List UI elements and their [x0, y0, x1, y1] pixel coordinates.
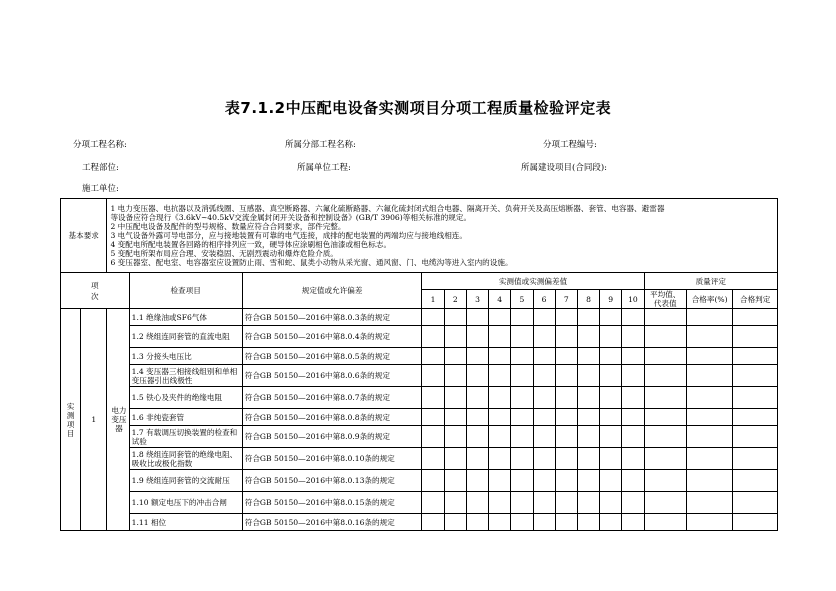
table-row [61, 409, 778, 426]
measured-value-cell[interactable] [422, 426, 444, 448]
measured-value-cell[interactable] [444, 309, 466, 326]
measured-value-cell[interactable] [600, 492, 622, 514]
table-row [61, 326, 778, 348]
check-item-cell: 1.1 绝缘油或SF6气体 [129, 309, 242, 326]
measured-value-cell[interactable] [600, 426, 622, 448]
measured-value-cell[interactable] [600, 514, 622, 531]
measured-header: 实测值或实测偏差值 [422, 273, 644, 290]
measured-value-cell[interactable] [489, 309, 511, 326]
measured-value-cell[interactable] [622, 492, 644, 514]
measured-value-cell[interactable] [466, 409, 488, 426]
measured-value-cell[interactable] [555, 514, 577, 531]
measured-value-cell[interactable] [489, 348, 511, 365]
measured-value-cell[interactable] [555, 348, 577, 365]
measured-value-cell[interactable] [622, 426, 644, 448]
measured-value-cell[interactable] [466, 492, 488, 514]
measured-value-cell[interactable] [533, 409, 555, 426]
measured-col-header: 9 [600, 290, 622, 309]
measured-value-cell[interactable] [422, 448, 444, 470]
spec-cell: 符合GB 50150—2016中第8.0.5条的规定 [242, 348, 422, 365]
spec-cell: 符合GB 50150—2016中第8.0.8条的规定 [242, 409, 422, 426]
measured-value-cell[interactable] [444, 387, 466, 409]
item-no-header [61, 273, 130, 309]
measured-value-cell[interactable] [489, 409, 511, 426]
spec-cell: 符合GB 50150—2016中第8.0.4条的规定 [242, 326, 422, 348]
pass-rate-cell[interactable] [686, 514, 732, 531]
pass-rate-cell[interactable] [686, 492, 732, 514]
measured-col-header: 8 [577, 290, 599, 309]
check-item-cell: 1.6 非纯瓷套管 [129, 409, 242, 426]
requirement-line: 4 变配电所配电装置各回路的相序排列应一致，硬导体应涂刷相色油漆或相色标志。 [110, 240, 392, 249]
measured-value-cell[interactable] [622, 387, 644, 409]
measured-value-cell[interactable] [466, 514, 488, 531]
requirement-line: 6 变压器室、配电室、电容器室应设置防止雨、雪和蛇、鼠类小动物从采光窗、通风窗、门、电缆沟等进入室内的设施。 [110, 258, 513, 267]
measured-value-cell[interactable] [489, 492, 511, 514]
check-item-cell: 1.2 绕组连同套管的直流电阻 [129, 326, 242, 348]
measured-value-cell[interactable] [577, 409, 599, 426]
measured-value-cell[interactable] [577, 387, 599, 409]
avg-value-cell[interactable] [644, 326, 686, 348]
measured-value-cell[interactable] [489, 426, 511, 448]
spec-cell: 符合GB 50150—2016中第8.0.7条的规定 [242, 387, 422, 409]
avg-value-cell[interactable] [644, 365, 686, 387]
measured-value-cell[interactable] [511, 514, 533, 531]
measured-value-cell[interactable] [577, 470, 599, 492]
measured-value-cell[interactable] [577, 426, 599, 448]
requirement-line: 等设备应符合现行《3.6kV~40.5kV交流金属封闭开关设备和控制设备》(GB/T 3906)等相关标准的规定。 [110, 213, 472, 222]
pass-rate-cell[interactable] [686, 470, 732, 492]
data-rows [61, 309, 778, 531]
unit-project-label: 所属单位工程: [297, 163, 351, 173]
measured-value-cell[interactable] [555, 326, 577, 348]
division-project-name-label: 所属分部工程名称: [285, 140, 356, 150]
measured-value-cell[interactable] [466, 365, 488, 387]
measured-value-cell[interactable] [489, 326, 511, 348]
measured-value-cell[interactable] [622, 409, 644, 426]
measured-col-header: 2 [444, 290, 466, 309]
avg-value-cell[interactable] [644, 387, 686, 409]
measured-value-cell[interactable] [577, 365, 599, 387]
measured-value-cell[interactable] [511, 448, 533, 470]
measured-value-cell[interactable] [622, 470, 644, 492]
avg-value-cell[interactable] [644, 309, 686, 326]
measured-value-cell[interactable] [577, 514, 599, 531]
measured-value-cell[interactable] [622, 348, 644, 365]
measured-value-cell[interactable] [600, 348, 622, 365]
judgement-cell[interactable] [733, 365, 778, 387]
measured-value-cell[interactable] [533, 309, 555, 326]
measured-value-cell[interactable] [555, 409, 577, 426]
measured-value-cell[interactable] [511, 348, 533, 365]
spec-cell: 符合GB 50150—2016中第8.0.9条的规定 [242, 426, 422, 448]
measured-value-cell[interactable] [555, 470, 577, 492]
table-row [61, 426, 778, 448]
measured-value-cell[interactable] [511, 426, 533, 448]
project-part-label: 工程部位: [82, 163, 119, 173]
item-no-header-text: 项次 [91, 280, 99, 301]
judgement-cell[interactable] [733, 514, 778, 531]
measured-value-cell[interactable] [489, 387, 511, 409]
check-item-cell: 1.9 绕组连同套管的交流耐压 [129, 470, 242, 492]
judgement-cell[interactable] [733, 387, 778, 409]
measured-col-header: 4 [489, 290, 511, 309]
measured-value-cell[interactable] [555, 426, 577, 448]
measured-value-cell[interactable] [444, 470, 466, 492]
measured-col-header: 5 [511, 290, 533, 309]
section-label [61, 309, 81, 531]
measured-col-header: 6 [533, 290, 555, 309]
measured-value-cell[interactable] [489, 365, 511, 387]
avg-value-cell[interactable] [644, 348, 686, 365]
requirement-line: 2 中压配电设备及配件的型号规格、数量应符合合同要求，部件完整。 [110, 222, 346, 231]
requirement-line: 3 电气设备外露可导电部分，应与接地装置有可靠的电气连接，成排的配电装置的两端均应与接地线相连。 [110, 231, 467, 240]
measured-value-cell[interactable] [600, 365, 622, 387]
measured-value-cell[interactable] [600, 387, 622, 409]
measured-value-cell[interactable] [533, 326, 555, 348]
measured-value-cell[interactable] [422, 514, 444, 531]
table-row [61, 309, 778, 326]
measured-value-cell[interactable] [511, 309, 533, 326]
measured-value-cell[interactable] [422, 387, 444, 409]
measured-value-cell[interactable] [489, 470, 511, 492]
pass-rate-cell[interactable] [686, 409, 732, 426]
measured-value-cell[interactable] [533, 426, 555, 448]
check-item-cell: 1.7 有载调压切换装置的检查和试验 [129, 426, 242, 448]
measured-value-cell[interactable] [489, 514, 511, 531]
judgement-cell[interactable] [733, 309, 778, 326]
check-item-cell: 1.5 铁心及夹件的绝缘电阻 [129, 387, 242, 409]
judgement-cell[interactable] [733, 470, 778, 492]
construction-unit-label: 施工单位: [82, 184, 119, 194]
measured-col-header: 7 [555, 290, 577, 309]
measured-value-cell[interactable] [577, 492, 599, 514]
subdivision-project-name-label: 分项工程名称: [73, 140, 127, 150]
measured-value-cell[interactable] [533, 470, 555, 492]
judgement-cell[interactable] [733, 348, 778, 365]
measured-value-cell[interactable] [511, 365, 533, 387]
spec-cell: 符合GB 50150—2016中第8.0.10条的规定 [242, 448, 422, 470]
spec-cell: 符合GB 50150—2016中第8.0.16条的规定 [242, 514, 422, 531]
table-row [61, 448, 778, 470]
check-item-cell: 1.10 额定电压下的冲击合闸 [129, 492, 242, 514]
measured-value-cell[interactable] [444, 448, 466, 470]
measured-value-cell[interactable] [489, 448, 511, 470]
measured-value-cell[interactable] [533, 348, 555, 365]
measured-value-cell[interactable] [555, 309, 577, 326]
measured-value-cell[interactable] [444, 409, 466, 426]
measured-value-cell[interactable] [466, 348, 488, 365]
measured-value-cell[interactable] [422, 409, 444, 426]
basic-requirements-label: 基本要求 [61, 199, 107, 273]
measured-value-cell[interactable] [555, 492, 577, 514]
avg-value-cell[interactable] [644, 448, 686, 470]
requirement-line: 5 变配电所架布局应合理、安装稳固、无剧烈震动和爆炸危险介质。 [110, 249, 338, 258]
measured-value-cell[interactable] [622, 448, 644, 470]
measured-value-cell[interactable] [466, 309, 488, 326]
measured-value-cell[interactable] [555, 365, 577, 387]
measured-col-header: 3 [466, 290, 488, 309]
measured-value-cell[interactable] [466, 326, 488, 348]
measured-value-cell[interactable] [422, 326, 444, 348]
basic-requirements-text [107, 199, 778, 273]
measured-value-cell[interactable] [555, 448, 577, 470]
measured-value-cell[interactable] [444, 326, 466, 348]
quality-inspection-table [60, 198, 778, 531]
measured-value-cell[interactable] [600, 326, 622, 348]
measured-value-cell[interactable] [466, 448, 488, 470]
pass-rate-header: 合格率(%) [686, 290, 732, 309]
measured-value-cell[interactable] [533, 448, 555, 470]
measured-value-cell[interactable] [600, 309, 622, 326]
measured-value-cell[interactable] [511, 387, 533, 409]
measured-value-cell[interactable] [577, 309, 599, 326]
measured-value-cell[interactable] [466, 387, 488, 409]
spec-header: 规定值或允许偏差 [242, 273, 422, 309]
measured-value-cell[interactable] [555, 387, 577, 409]
measured-value-cell[interactable] [622, 365, 644, 387]
measured-value-cell[interactable] [577, 448, 599, 470]
check-item-header: 检查项目 [129, 273, 242, 309]
measured-value-cell[interactable] [422, 470, 444, 492]
check-item-cell: 1.4 变压器三相接线组别和单相变压器引出线极性 [129, 365, 242, 387]
pass-rate-cell[interactable] [686, 348, 732, 365]
avg-value-cell[interactable] [644, 409, 686, 426]
measured-value-cell[interactable] [444, 492, 466, 514]
measured-value-cell[interactable] [577, 326, 599, 348]
measured-value-cell[interactable] [466, 426, 488, 448]
measured-value-cell[interactable] [622, 309, 644, 326]
subdivision-project-no-label: 分项工程编号: [543, 140, 597, 150]
section-number: 1 [81, 309, 107, 531]
group-label-text: 电力变压器 [111, 406, 127, 433]
check-item-cell: 1.8 绕组连同套管的绝缘电阻、吸收比或极化指数 [129, 448, 242, 470]
table-row [61, 514, 778, 531]
measured-value-cell[interactable] [600, 448, 622, 470]
measured-value-cell[interactable] [422, 365, 444, 387]
measured-value-cell[interactable] [511, 326, 533, 348]
table-row [61, 348, 778, 365]
pass-rate-cell[interactable] [686, 448, 732, 470]
measured-value-cell[interactable] [622, 514, 644, 531]
group-label [107, 309, 129, 531]
measured-value-cell[interactable] [622, 326, 644, 348]
pass-rate-cell[interactable] [686, 326, 732, 348]
spec-cell: 符合GB 50150—2016中第8.0.6条的规定 [242, 365, 422, 387]
table-row [61, 365, 778, 387]
measured-value-cell[interactable] [600, 409, 622, 426]
requirement-line: 1 电力变压器、电抗器以及消弧线圈、互感器、真空断路器、六氟化硫断路器、六氟化硫封闭式组合电器、隔离开关、负荷开关及高压熔断器、套管、电容器、避雷器 [110, 204, 665, 213]
measured-value-cell[interactable] [422, 309, 444, 326]
check-item-cell: 1.11 相位 [129, 514, 242, 531]
measured-value-cell[interactable] [466, 470, 488, 492]
avg-value-cell[interactable] [644, 426, 686, 448]
table-row [61, 470, 778, 492]
measured-value-cell[interactable] [422, 492, 444, 514]
measured-value-cell[interactable] [533, 387, 555, 409]
judgement-cell[interactable] [733, 492, 778, 514]
measured-value-cell[interactable] [422, 348, 444, 365]
table-row [61, 387, 778, 409]
construction-project-label: 所属建设项目(合同段): [521, 163, 607, 173]
measured-value-cell[interactable] [444, 426, 466, 448]
measured-value-cell[interactable] [533, 365, 555, 387]
avg-value-cell[interactable] [644, 492, 686, 514]
avg-value-cell[interactable] [644, 514, 686, 531]
measured-col-header: 10 [622, 290, 644, 309]
pass-rate-cell[interactable] [686, 365, 732, 387]
measured-value-cell[interactable] [577, 348, 599, 365]
judgement-cell[interactable] [733, 448, 778, 470]
measured-value-cell[interactable] [444, 365, 466, 387]
avg-header: 平均值、代表值 [644, 290, 686, 309]
measured-value-cell[interactable] [511, 470, 533, 492]
measured-value-cell[interactable] [511, 492, 533, 514]
measured-col-header: 1 [422, 290, 444, 309]
judgement-header: 合格判定 [733, 290, 778, 309]
spec-cell: 符合GB 50150—2016中第8.0.13条的规定 [242, 470, 422, 492]
spec-cell: 符合GB 50150—2016中第8.0.15条的规定 [242, 492, 422, 514]
measured-value-cell[interactable] [444, 514, 466, 531]
pass-rate-cell[interactable] [686, 309, 732, 326]
page-title: 表7.1.2中压配电设备实测项目分项工程质量检验评定表 [224, 99, 612, 117]
spec-cell: 符合GB 50150—2016中第8.0.3条的规定 [242, 309, 422, 326]
measured-value-cell[interactable] [444, 348, 466, 365]
measured-value-cell[interactable] [533, 492, 555, 514]
check-item-cell: 1.3 分接头电压比 [129, 348, 242, 365]
avg-value-cell[interactable] [644, 470, 686, 492]
measured-value-cell[interactable] [511, 409, 533, 426]
section-label-text: 实测项目 [66, 401, 75, 438]
table-row [61, 492, 778, 514]
pass-rate-cell[interactable] [686, 426, 732, 448]
measured-value-cell[interactable] [600, 470, 622, 492]
judgement-cell[interactable] [733, 409, 778, 426]
pass-rate-cell[interactable] [686, 387, 732, 409]
judgement-cell[interactable] [733, 326, 778, 348]
measured-value-cell[interactable] [533, 514, 555, 531]
quality-eval-header: 质量评定 [644, 273, 777, 290]
judgement-cell[interactable] [733, 426, 778, 448]
